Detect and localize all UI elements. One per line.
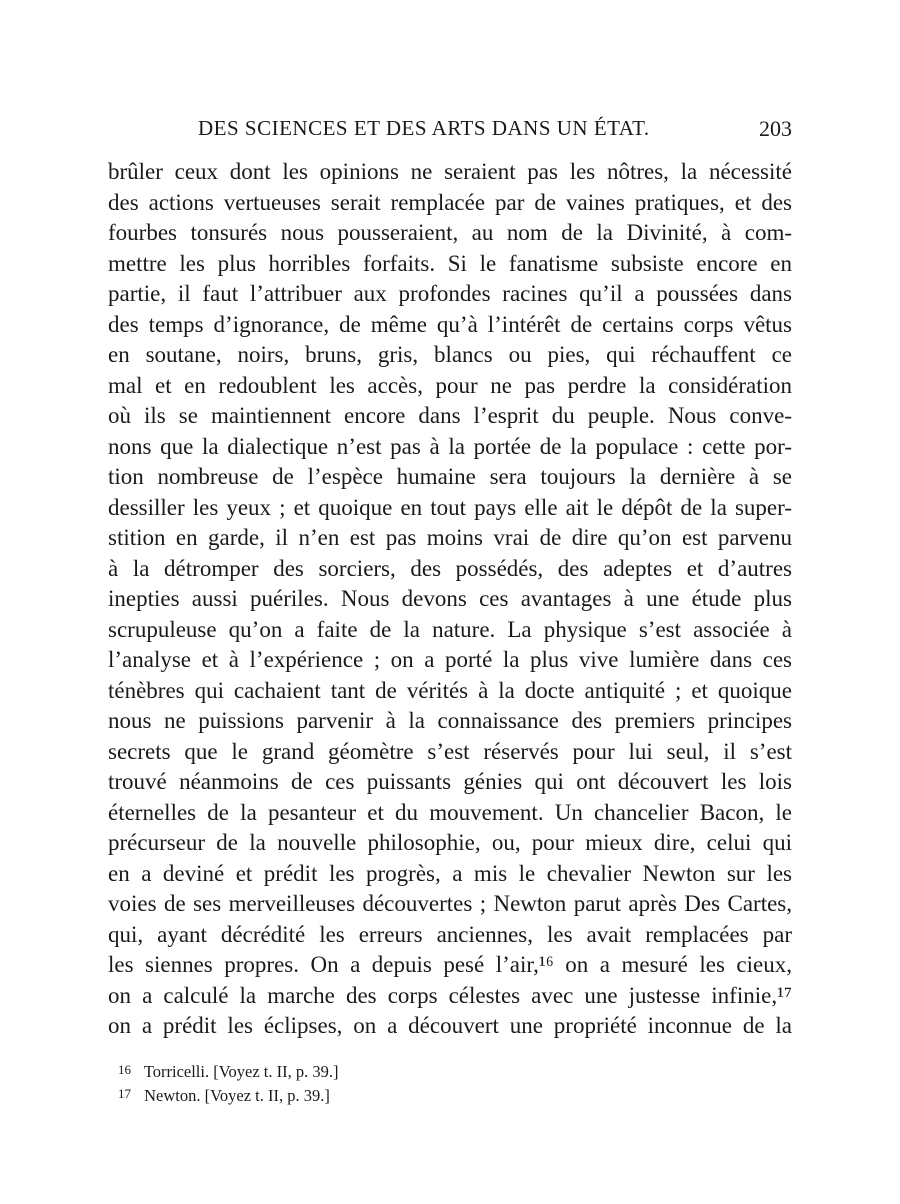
text-line: nons que la dialectique n’est pas à la portée de la populace : cette por- — [108, 433, 792, 459]
text-line: inepties aussi puériles. Nous devons ces avantages à une étude plus — [108, 586, 792, 611]
text-line: voies de ses merveilleuses découvertes ; Newton parut après Des Cartes, — [108, 891, 792, 916]
text-line: nous ne puissions parvenir à la connaissance des premiers principes — [108, 708, 792, 733]
text-line: des actions vertueuses serait remplacée par de vaines pratiques, et des — [108, 189, 792, 215]
text-line: trouvé néanmoins de ces puissants génies qui ont découvert les lois — [108, 769, 792, 794]
text-line: stition en garde, il n’en est pas moins vrai de dire qu’on est parvenu — [108, 525, 792, 550]
text-line: on a calculé la marche des corps célestes avec une justesse infinie,¹⁷ — [108, 982, 792, 1008]
text-line: où ils se maintiennent encore dans l’esprit du peuple. Nous conve- — [108, 403, 792, 428]
text-line: partie, il faut l’attribuer aux profondes racines qu’il a poussées dans — [108, 281, 792, 306]
text-line: ténèbres qui cachaient tant de vérités à la docte antiquité ; et quoique — [108, 677, 792, 703]
text-line: en a deviné et prédit les progrès, a mis le chevalier Newton sur les — [108, 860, 792, 886]
text-line: précurseur de la nouvelle philosophie, ou, pour mieux dire, celui qui — [108, 830, 792, 855]
text-line: fourbes tonsurés nous pousseraient, au nom de la Divinité, à com- — [108, 220, 792, 245]
footnote-number: 16 — [118, 1062, 131, 1077]
text-line: l’analyse et à l’expérience ; on a porté la plus vive lumière dans ces — [108, 647, 792, 672]
text-line: on a prédit les éclipses, on a découvert une propriété inconnue de la — [108, 1013, 792, 1038]
footnotes — [118, 1058, 718, 1106]
footnote-number: 17 — [118, 1086, 131, 1101]
text-line: tion nombreuse de l’espèce humaine sera toujours la dernière à se — [108, 464, 792, 489]
text-line: éternelles de la pesanteur et du mouvement. Un chancelier Bacon, le — [108, 799, 792, 825]
text-line: en soutane, noirs, bruns, gris, blancs ou pies, qui réchauffent ce — [108, 342, 792, 367]
text-line: dessiller les yeux ; et quoique en tout pays elle ait le dépôt de la super- — [108, 494, 792, 520]
text-line: des temps d’ignorance, de même qu’à l’intérêt de certains corps vêtus — [108, 311, 792, 337]
footnote-text: Newton. [Voyez t. II, p. 39.] — [144, 1086, 330, 1105]
text-line: scrupuleuse qu’on a faite de la nature. La physique s’est associée à — [108, 616, 792, 642]
footnote-16 — [118, 1058, 718, 1082]
text-line: qui, ayant décrédité les erreurs anciennes, les avait remplacées par — [108, 921, 792, 947]
text-line: à la détromper des sorciers, des possédés, des adeptes et d’autres — [108, 555, 792, 581]
page-number: 203 — [759, 116, 792, 141]
running-title: DES SCIENCES ET DES ARTS DANS UN ÉTAT. — [198, 116, 650, 140]
footnote-text: Torricelli. [Voyez t. II, p. 39.] — [143, 1062, 339, 1081]
body-text — [108, 157, 792, 1042]
text-line: brûler ceux dont les opinions ne seraient pas les nôtres, la nécessité — [108, 159, 792, 184]
text-line: mettre les plus horribles forfaits. Si le fanatisme subsiste encore en — [108, 250, 792, 276]
text-line: secrets que le grand géomètre s’est réservés pour lui seul, il s’est — [108, 738, 792, 764]
text-line: les siennes propres. On a depuis pesé l’air,¹⁶ on a mesuré les cieux, — [108, 952, 792, 977]
footnote-17 — [118, 1082, 718, 1106]
running-head — [108, 116, 792, 150]
text-line: mal et en redoublent les accès, pour ne pas perdre la considération — [108, 372, 792, 398]
